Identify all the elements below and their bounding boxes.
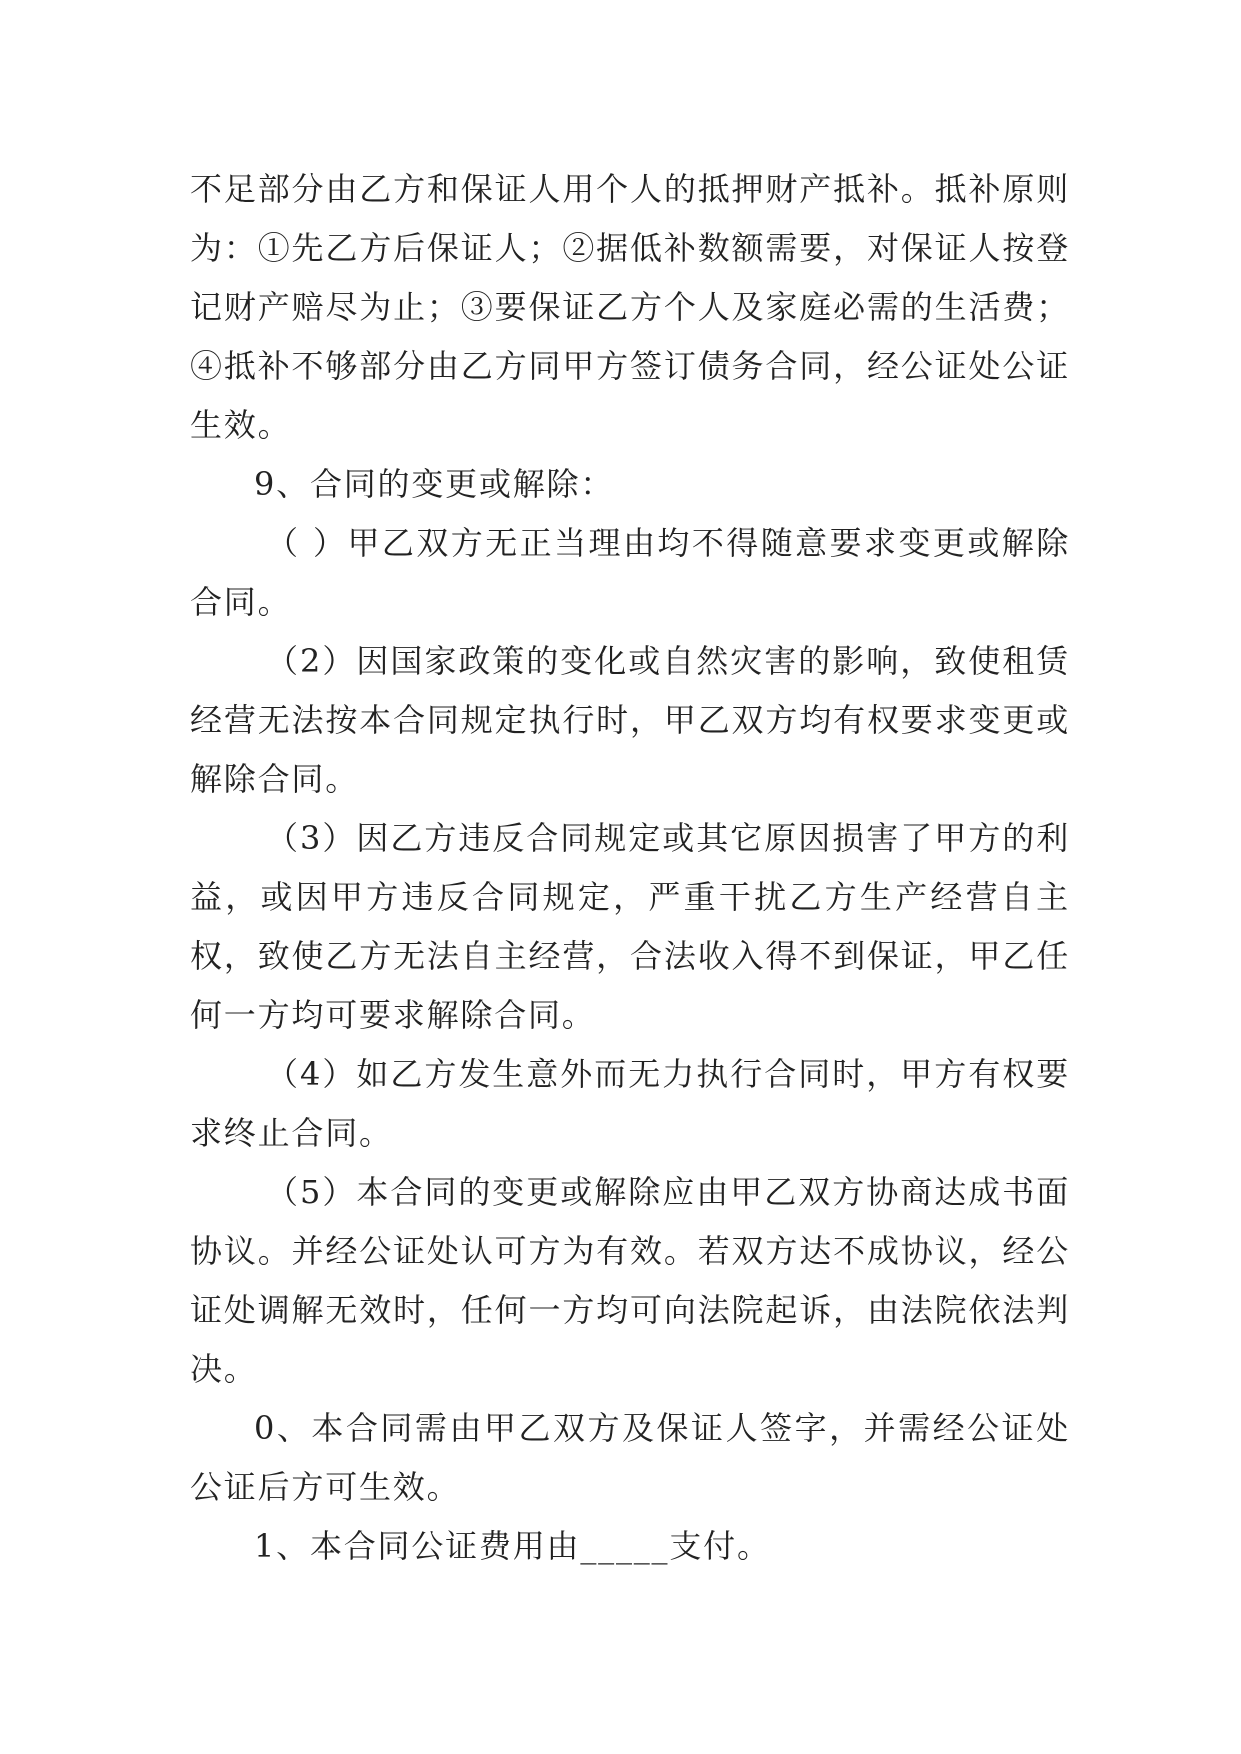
paragraph-clause-9-3: （3）因乙方违反合同规定或其它原因损害了甲方的利益，或因甲方违反合同规定，严重干扰乙方生产经营自主权，致使乙方无法自主经营，合法收入得不到保证，甲乙任何一方均可要求解除合同。	[190, 819, 1070, 1034]
paragraph-clause-10: 0、本合同需由甲乙双方及保证人签字，并需经公证处公证后方可生效。	[190, 1409, 1070, 1506]
paragraph-clause-9-heading: 9、合同的变更或解除：	[254, 465, 615, 503]
paragraph-clause-9-4: （4）如乙方发生意外而无力执行合同时，甲方有权要求终止合同。	[190, 1055, 1070, 1152]
paragraph-guarantee-terms: 不足部分由乙方和保证人用个人的抵押财产抵补。抵补原则为：①先乙方后保证人；②据低补数额需要，对保证人按登记财产赔尽为止；③要保证乙方个人及家庭必需的生活费；④抵补不够部分由乙方同甲方签订债务合同，经公证处公证生效。	[190, 170, 1070, 444]
paragraph-clause-9-5: （5）本合同的变更或解除应由甲乙双方协商达成书面协议。并经公证处认可方为有效。若双方达不成协议，经公证处调解无效时，任何一方均可向法院起诉，由法院依法判决。	[190, 1173, 1070, 1388]
document-page	[190, 160, 1070, 1576]
paragraph-clause-9-1: （ ）甲乙双方无正当理由均不得随意要求变更或解除合同。	[190, 524, 1070, 621]
paragraph-clause-11: 1、本合同公证费用由_____支付。	[254, 1527, 771, 1565]
paragraph-clause-9-2: （2）因国家政策的变化或自然灾害的影响，致使租赁经营无法按本合同规定执行时，甲乙双方均有权要求变更或解除合同。	[190, 642, 1070, 798]
